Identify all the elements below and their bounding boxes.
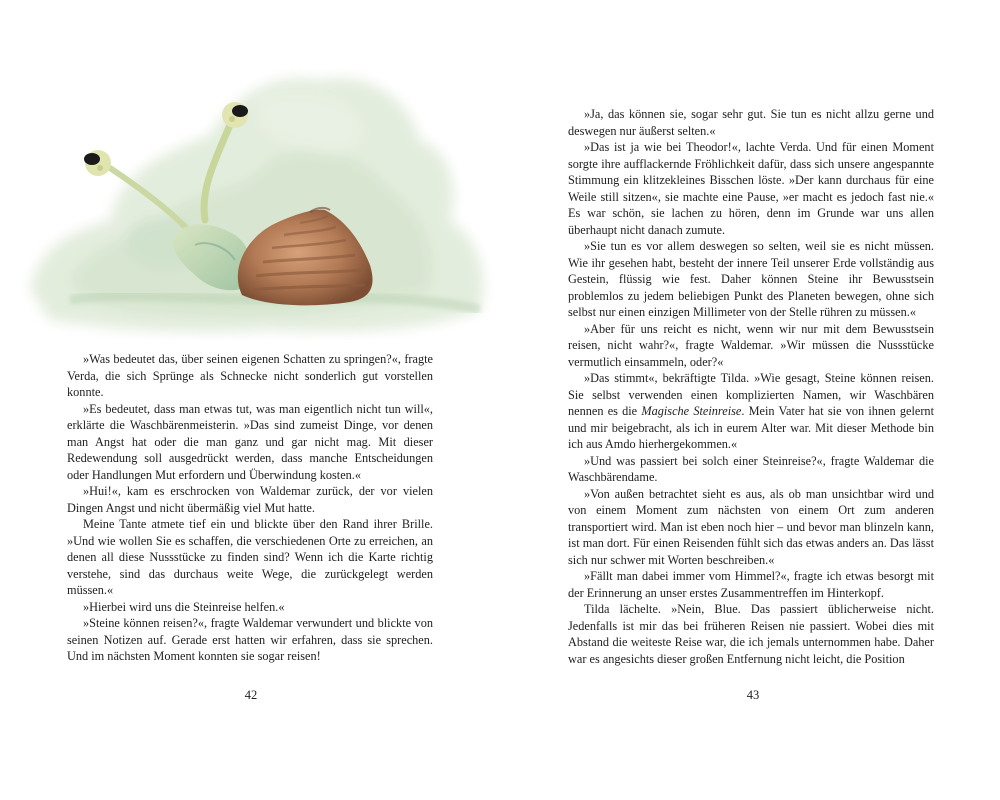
left-page-text	[67, 351, 433, 665]
page-number: 43	[746, 688, 760, 702]
paragraph: »Das ist ja wie bei Theodor!«, lachte Verda. Und für einen Moment sorgte ihre aufflackernde Fröhlichkeit dafür, dass sich unsere angespannte Stimmung ein klitzekleines Bisschen löste. »Der kann durchaus für eine Weile still sitzen«, sie machte eine Pause, »er macht es jedoch fast nie.« Es war schön, sie lachen zu hören, denn im Grunde war uns allen überhaupt nicht danach zumute.	[568, 140, 934, 237]
paragraph: »Aber für uns reicht es nicht, wenn wir nur mit dem Bewusstsein reisen, nicht wahr?«, fragte Waldemar. »Wir müssen die Nussstücke vermutlich einsammeln, oder?«	[568, 321, 934, 369]
italic-term: Magische Steinreise	[641, 404, 742, 418]
paragraph: »Was bedeutet das, über seinen eigenen Schatten zu springen?«, fragte Verda, die sich Sprünge als Schnecke nicht sonderlich gut vorstellen konnte.	[67, 352, 433, 399]
paragraph: »Von außen betrachtet sieht es aus, als ob man unsichtbar wird und von einem Moment zum nächsten von einem Ort zum anderen transportiert wird. Man ist eben noch hier – und bevor man blinzeln kann, ist man dort. Für einen Reisenden fühlt sich das etwas anders an. Das lässt sich nur schwer mit Worten beschreiben.«	[568, 486, 934, 567]
page-number: 42	[244, 688, 258, 702]
paragraph: »Ja, das können sie, sogar sehr gut. Sie tun es nicht allzu gerne und deswegen nur äußerst selten.«	[568, 107, 934, 138]
paragraph-text: »Das stimmt«, bekräftigte Tilda. »Wie gesagt, Steine können reisen. Sie selbst verwenden einen komplizierten Namen, wir Waschbären nennen es die	[568, 371, 934, 418]
paragraph: »Und was passiert bei solch einer Steinreise?«, fragte Waldemar die Waschbärendame.	[568, 453, 934, 484]
paragraph: »Sie tun es vor allem deswegen so selten, weil sie es nicht müssen. Wie ihr gesehen habt, besteht der innere Teil unserer Erde vollständig aus Gestein, flüssig wie fest. Daher können Steine ihr Bewusstsein problemlos zu jedem beliebigen Punkt des Planeten bewegen, ohne sich selbst nur einen einzigen Millimeter von der Stelle rühren zu müssen.«	[568, 239, 934, 319]
paragraph: »Fällt man dabei immer vom Himmel?«, fragte ich etwas besorgt mit der Erinnerung an unser erstes Zusammentreffen im Hinterkopf.	[568, 569, 934, 600]
right-page-text	[568, 106, 934, 667]
right-page	[500, 0, 1000, 800]
paragraph: Meine Tante atmete tief ein und blickte über den Rand ihrer Brille. »Und wie wollen Sie es schaffen, die verschiedenen Orte zu erreichen, an denen all diese Nussstücke zu finden sind? Wenn ich die Karte richtig verstehe, sind das durchaus weite Wege, die zurückgelegt werden müssen.«	[67, 517, 433, 597]
snail-illustration	[10, 40, 500, 340]
paragraph: »Es bedeutet, dass man etwas tut, was man eigentlich nicht tun will«, erklärte die Waschbärenmeisterin. »Das sind zumeist Dinge, vor denen man Angst hat oder die man ganz und gar nicht mag. Mit dieser Redewendung soll ausgedrückt werden, dass manche Entscheidungen oder Handlungen Mut erfordern und Überwindung kosten.«	[67, 401, 433, 482]
paragraph: »Hui!«, kam es erschrocken von Waldemar zurück, der vor vielen Dingen Angst und nicht übermäßig viel Mut hatte.	[67, 484, 433, 515]
paragraph	[568, 370, 934, 453]
paragraph: Tilda lächelte. »Nein, Blue. Das passiert üblicherweise nicht. Jedenfalls ist mir das bei früheren Reisen nie passiert. Wobei dies mit Abstand die weiteste Reise war, die ich jemals unternommen habe. Daher war es angesichts dieser großen Entfernung nicht leicht, die Position	[568, 602, 934, 666]
paragraph-text: . Mein Vater hat sie von ihnen gelernt und mir beigebracht, als ich in eurem Alter war. Mit dieser Methode bin ich aus Amdo hierhergekommen.«	[568, 404, 934, 451]
paragraph: »Steine können reisen?«, fragte Waldemar verwundert und blickte von seinen Notizen auf. Gerade erst hatten wir erfahren, dass sie sprechen. Und im nächsten Moment konnten sie sogar reisen!	[67, 616, 433, 663]
paragraph: »Hierbei wird uns die Steinreise helfen.«	[83, 599, 285, 614]
